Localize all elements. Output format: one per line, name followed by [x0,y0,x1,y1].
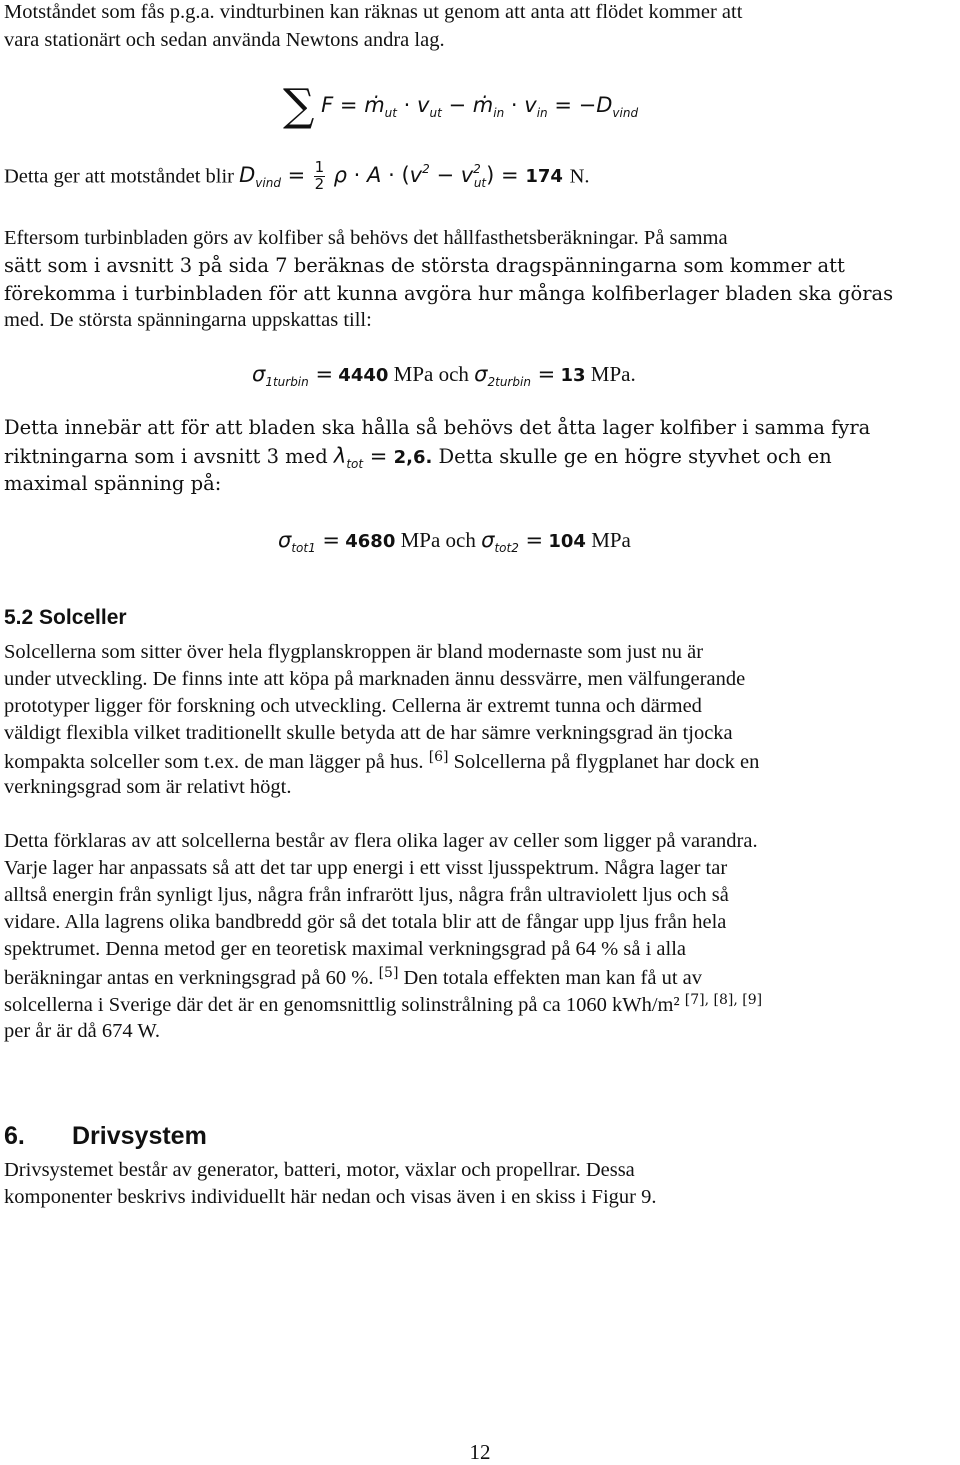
chapter-heading: 6. Drivsystem [4,1122,207,1150]
text-line: vidare. Alla lagrens olika bandbredd gör så det totala blir att de fångar upp ljus från hela [4,911,727,933]
text-line: solcellerna i Sverige där det är en genomsnittlig solinstrålning på ca 1060 kWh/m² [7], [8], [9] [4,992,763,1016]
text-line: Detta innebär att för att bladen ska hålla så behövs det åtta lager kolfiber i samma fyra [4,416,871,439]
text-line: Eftersom turbinbladen görs av kolfiber så behövs det hållfasthetsberäkningar. På samma [4,227,728,249]
text-line: Varje lager har anpassats så att det tar upp energi i ett visst ljusspektrum. Några lager tar [4,857,728,879]
text-line: beräkningar antas en verkningsgrad på 60 %. [5] Den totala effekten man kan få ut av [4,965,702,989]
text-line: sätt som i avsnitt 3 på sida 7 beräknas de största dragspänningarna som kommer att [4,254,845,277]
page-number: 12 [469,1440,491,1464]
text-line: prototyper ligger för forskning och utveckling. Cellerna är extremt tunna och därmed [4,695,702,717]
text-line: väldigt flexibla vilket traditionellt skulle betyda att de har sämre verkningsgrad än tjocka [4,722,733,744]
equation-momentum: ∑ F = ṁ$_{ut}$ · $v_{ut}$ − ṁ$_{in}$ · $v_{in} = -D_{vind}$ [283,80,639,131]
text-line-drag: Detta ger att motståndet blir $D_{vind}$ = $\frac{1}{2}$ $\rho \cdot A \cdot (v^2 - v^2_{ut}) = 174$ N. [4,158,590,193]
equation-drag: $D_{vind}$ = $\frac{1}{2}$ $\rho \cdot A \cdot (v^2 - v^2_{ut}) = 174$ [239,158,563,193]
text-line: per år är då 674 W. [4,1020,160,1042]
text-line: Detta förklaras av att solcellerna består av flera olika lager av celler som ligger på varandra. [4,830,758,852]
equation-stress-tot: $\sigma_{tot1} = 4680$ MPa och $\sigma_{tot2} = 104$ MPa [278,528,631,555]
text-line: verkningsgrad som är relativt högt. [4,776,292,798]
section-heading: 5.2 Solceller [4,606,127,629]
text-line: Solcellerna som sitter över hela flygplanskroppen är bland modernaste som just nu är [4,641,704,663]
citation: [6] [428,749,449,765]
text-line: maximal spänning på: [4,472,222,495]
text-line: spektrumet. Denna metod ger en teoretisk maximal verkningsgrad på 64 % så i alla [4,938,686,960]
equation-stress-turbin: $\sigma_{1turbin} = 4440$ MPa och $\sigma_{2turbin} = 13$ MPa. [252,362,636,389]
citation: [5] [378,965,399,981]
equation-lambda: $\lambda_{tot}$ = [333,444,388,471]
text-line: med. De största spänningarna uppskattas till: [4,309,372,331]
text-line: förekomma i turbinbladen för att kunna avgöra hur många kolfiberlager bladen ska göras [4,282,894,305]
citation: [7], [8], [9] [684,992,763,1008]
text-line: Motståndet som fås p.g.a. vindturbinen kan räknas ut genom att anta att flödet kommer att [4,1,743,23]
text-line: vara stationärt och sedan använda Newtons andra lag. [4,29,445,51]
text-line: Drivsystemet består av generator, batteri, motor, växlar och propellrar. Dessa [4,1159,635,1181]
text-line: kompakta solceller som t.ex. de man lägger på hus. [6] Solcellerna på flygplanet har dock en [4,749,760,773]
text-line-lambda: riktningarna som i avsnitt 3 med $\lambda_{tot} = 2,6$. Detta skulle ge en högre styvhet och en [4,444,832,471]
text-line: under utveckling. De finns inte att köpa på marknaden ännu dessvärre, men välfungerande [4,668,746,690]
text-line: alltså energin från synligt ljus, några från infrarött ljus, några från ultraviolett ljus och så [4,884,729,906]
text-line: komponenter beskrivs individuellt här nedan och visas även i en skiss i Figur 9. [4,1186,657,1208]
